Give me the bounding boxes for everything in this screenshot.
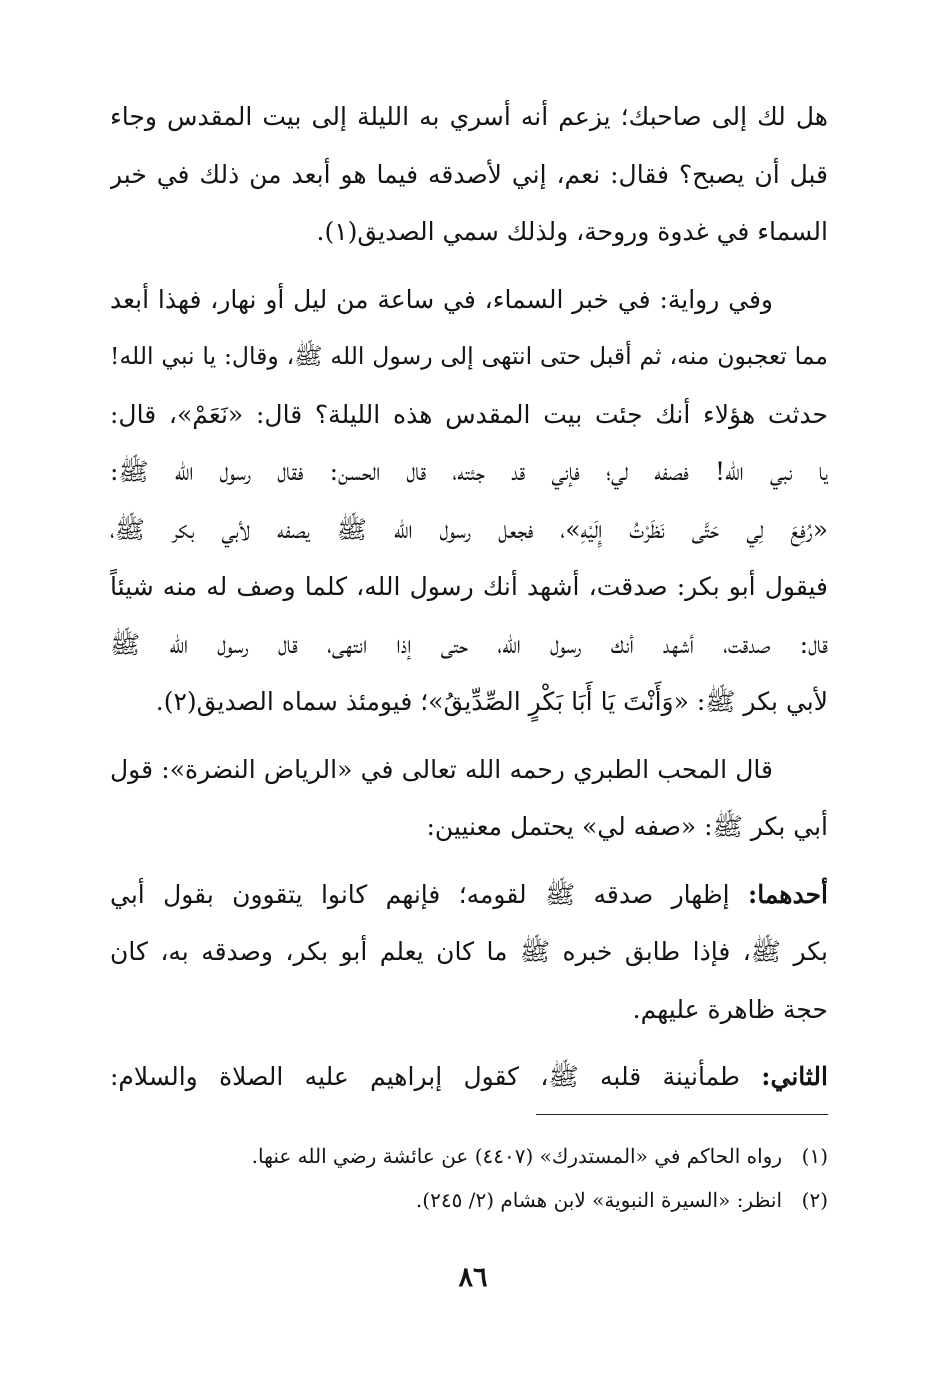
- lead-word: الثاني:: [761, 1062, 828, 1091]
- text-line: لأبي بكر ﷺ: «وَأَنْتَ يَا أَبَا بَكْرٍ الصِّدِّيقُ»؛ فيومئذ سماه الصديق(٢).: [155, 687, 828, 716]
- text-line: وفي رواية: في خبر السماء، في ساعة من ليل أو نهار، فهذا أبعد: [110, 284, 773, 314]
- footnote-text: انظر: «السيرة النبوية» لابن هشام (٢/ ٢٤٥).: [415, 1188, 782, 1212]
- text-line: بكر ﷺ، فإذا طابق خبره ﷺ ما كان يعلم أبو بكر، وصدقه به، كان: [110, 937, 828, 966]
- text-line: هل لك إلى صاحبك؛ يزعم أنه أسري به الليلة إلى بيت المقدس وجاء: [110, 102, 828, 131]
- footnote-number: (٢): [801, 1188, 828, 1212]
- text-line: [110, 1048, 828, 1106]
- text-line: حدثت هؤلاء أنك جئت بيت المقدس هذه الليلة؟ قال: «نَعَمْ»، قال:: [110, 399, 828, 429]
- text-line: أبي بكر ﷺ: «صفه لي» يحتمل معنيين:: [426, 812, 828, 841]
- text-line: «رُفِعَ لِي حَتَّى نَظَرْتُ إِلَيْهِ»، فجعل رسول الله ﷺ يصفه لأبي بكر ﷺ،: [110, 514, 828, 544]
- footnote: [110, 1134, 828, 1178]
- footnote-number: (١): [801, 1144, 828, 1168]
- text-line: مما تعجبون منه، ثم أقبل حتى انتهى إلى رسول الله ﷺ، وقال: يا نبي الله!: [110, 342, 828, 370]
- text-line: قبل أن يصبح؟ فقال: نعم، إني لأصدقه فيما هو أبعد من ذلك في خبر: [110, 159, 828, 189]
- footnote-text: رواه الحاكم في «المستدرك» (٤٤٠٧) عن عائشة رضي الله عنها.: [251, 1144, 782, 1168]
- text-line: [110, 866, 828, 924]
- main-text: [110, 88, 828, 1106]
- text-line: يا نبي الله! فصفه لي؛ فإني قد جئته، قال الحسن: فقال رسول الله ﷺ:: [110, 457, 828, 486]
- text-run: إظهار صدقه ﷺ لقومه؛ فإنهم كانوا يتقوون بقول أبي: [110, 879, 730, 909]
- text-line: قال: صدقت، أشهد أنك رسول الله، حتى إذا انتهى، قال رسول الله ﷺ: [110, 629, 828, 659]
- footnote-separator: [536, 1114, 828, 1115]
- footnotes: [110, 1134, 828, 1222]
- footnote: [110, 1178, 828, 1222]
- page-number: ٨٦: [458, 1262, 488, 1293]
- text-line: حجة ظاهرة عليهم.: [632, 994, 828, 1024]
- text-line: قال المحب الطبري رحمه الله تعالى في «الرياض النضرة»: قول: [110, 754, 773, 784]
- text-run: طمأنينة قلبه ﷺ، كقول إبراهيم عليه الصلاة والسلام:: [110, 1062, 740, 1091]
- text-line: السماء في غدوة وروحة، ولذلك سمي الصديق(١).: [316, 217, 828, 246]
- text-line: فيقول أبو بكر: صدقت، أشهد أنك رسول الله، كلما وصف له منه شيئاً: [110, 572, 828, 601]
- lead-word: أحدهما:: [747, 879, 828, 909]
